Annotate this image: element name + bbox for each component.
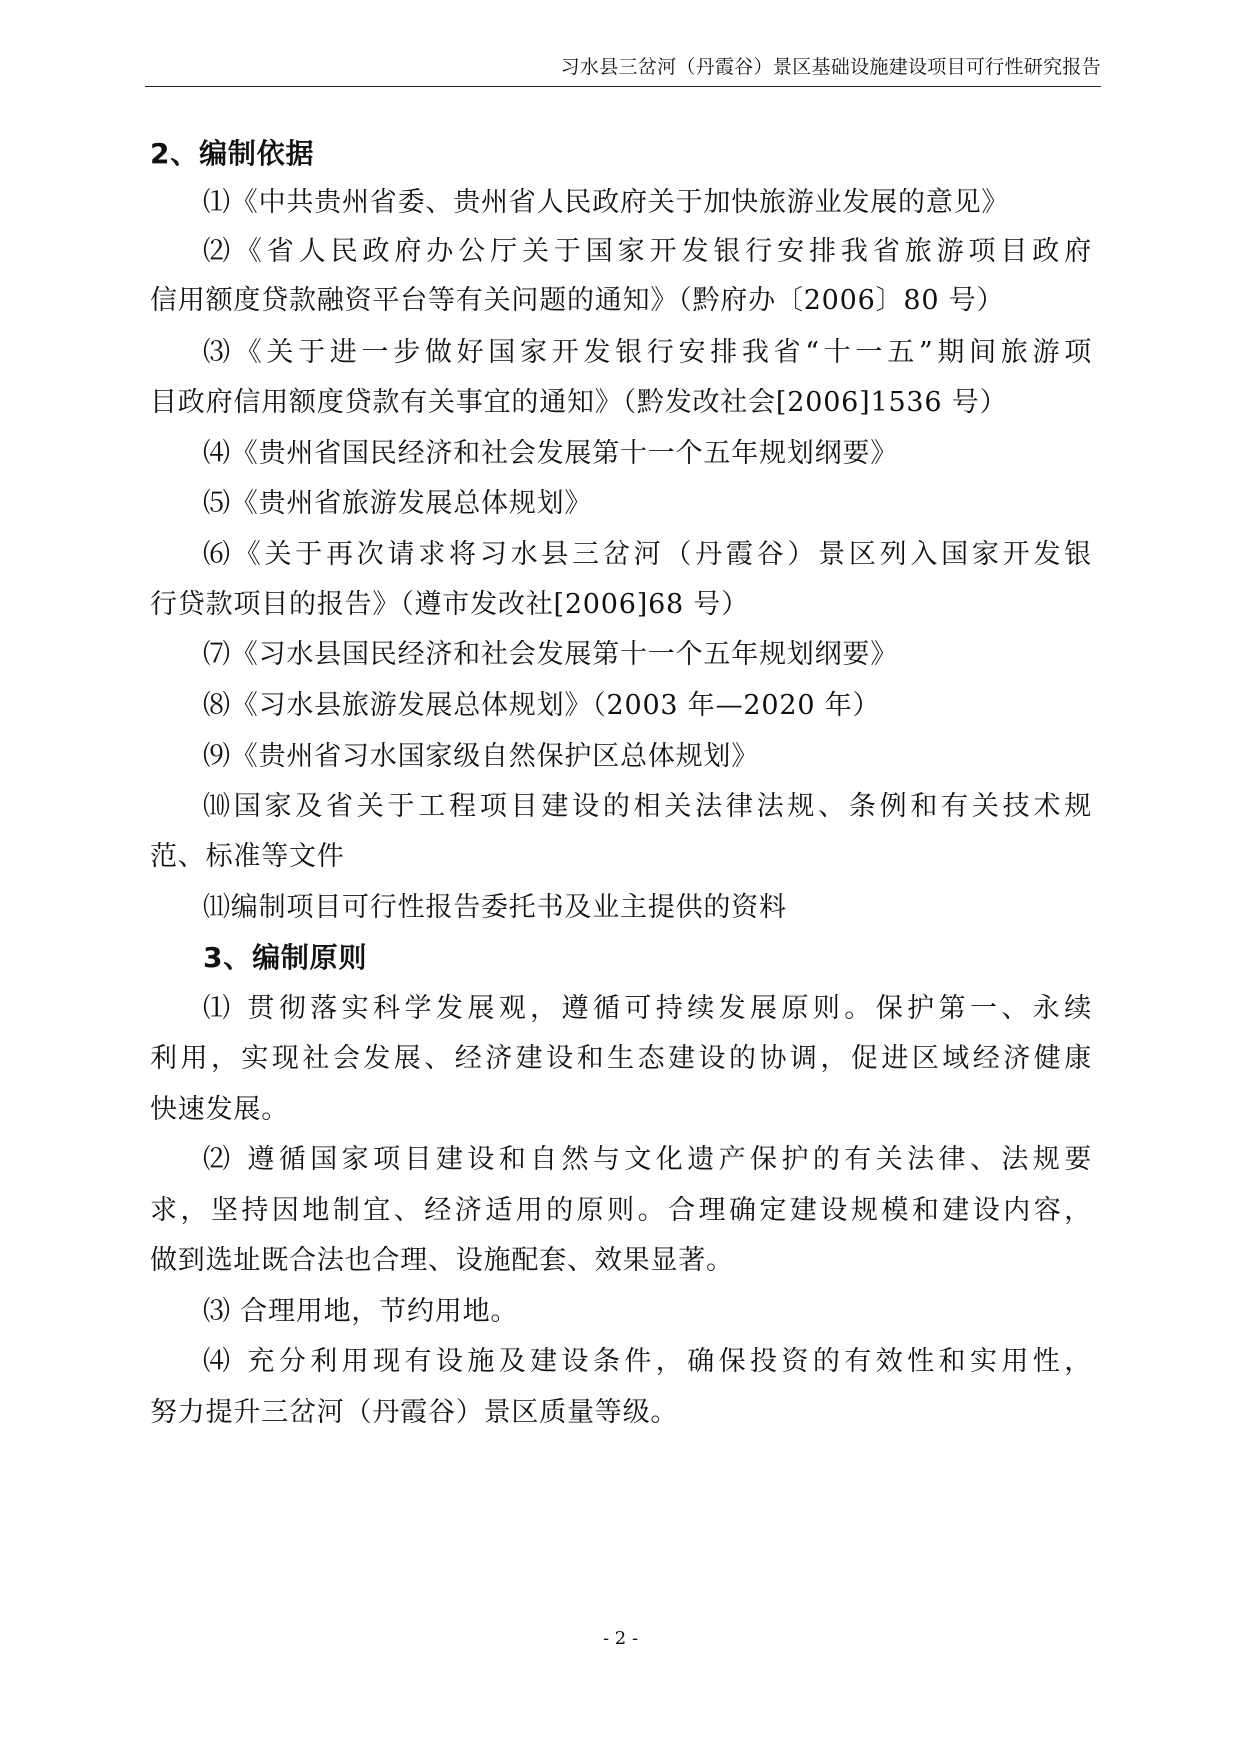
principle-4-line-2: 努力提升三岔河（丹霞谷）景区质量等级。 bbox=[150, 1397, 679, 1428]
section-heading-basis: 2、编制依据 bbox=[150, 137, 315, 170]
header-title: 习水县三岔河（丹霞谷）景区基础设施建设项目可行性研究报告 bbox=[560, 56, 1101, 78]
basis-item-2-line-1: ⑵《省人民政府办公厅关于国家开发银行安排我省旅游项目政府 bbox=[203, 236, 1092, 267]
basis-item-3-line-1: ⑶《关于进一步做好国家开发银行安排我省“十一五”期间旅游项 bbox=[203, 337, 1092, 368]
principle-2-line-3: 做到选址既合法也合理、设施配套、效果显著。 bbox=[150, 1245, 734, 1276]
principle-1-line-1: ⑴ 贯彻落实科学发展观，遵循可持续发展原则。保护第一、永续 bbox=[203, 993, 1092, 1024]
page-number: - 2 - bbox=[602, 1628, 639, 1649]
basis-item-3-line-2: 目政府信用额度贷款有关事宜的通知》（黔发改社会[2006]1536 号） bbox=[150, 387, 1008, 418]
principle-4-line-1: ⑷ 充分利用现有设施及建设条件，确保投资的有效性和实用性， bbox=[203, 1346, 1092, 1377]
principle-1-line-3: 快速发展。 bbox=[150, 1094, 289, 1125]
principle-1-line-2: 利用，实现社会发展、经济建设和生态建设的协调，促进区域经济健康 bbox=[150, 1043, 1092, 1074]
principle-2-line-1: ⑵ 遵循国家项目建设和自然与文化遗产保护的有关法律、法规要 bbox=[203, 1144, 1092, 1175]
basis-item-11: ⑾编制项目可行性报告委托书及业主提供的资料 bbox=[203, 892, 787, 923]
basis-item-7: ⑺《习水县国民经济和社会发展第十一个五年规划纲要》 bbox=[203, 639, 898, 670]
basis-item-5: ⑸《贵州省旅游发展总体规划》 bbox=[203, 488, 593, 519]
basis-item-6-line-2: 行贷款项目的报告》（遵市发改社[2006]68 号） bbox=[150, 589, 750, 620]
page-header bbox=[145, 52, 1101, 87]
principle-3: ⑶ 合理用地，节约用地。 bbox=[203, 1296, 519, 1327]
basis-item-9: ⑼《贵州省习水国家级自然保护区总体规划》 bbox=[203, 741, 759, 772]
basis-item-8: ⑻《习水县旅游发展总体规划》（2003 年—2020 年） bbox=[203, 690, 881, 721]
basis-item-10-line-1: ⑽国家及省关于工程项目建设的相关法律法规、条例和有关技术规 bbox=[203, 791, 1092, 822]
principle-2-line-2: 求，坚持因地制宜、经济适用的原则。合理确定建设规模和建设内容， bbox=[150, 1195, 1092, 1226]
basis-item-2-line-2: 信用额度贷款融资平台等有关问题的通知》（黔府办〔2006〕80 号） bbox=[150, 285, 1005, 316]
basis-item-10-line-2: 范、标准等文件 bbox=[150, 841, 345, 872]
section-heading-principles: 3、编制原则 bbox=[203, 941, 368, 974]
basis-item-6-line-1: ⑹《关于再次请求将习水县三岔河（丹霞谷）景区列入国家开发银 bbox=[203, 539, 1092, 570]
basis-item-1: ⑴《中共贵州省委、贵州省人民政府关于加快旅游业发展的意见》 bbox=[203, 187, 1010, 218]
basis-item-4: ⑷《贵州省国民经济和社会发展第十一个五年规划纲要》 bbox=[203, 438, 898, 469]
